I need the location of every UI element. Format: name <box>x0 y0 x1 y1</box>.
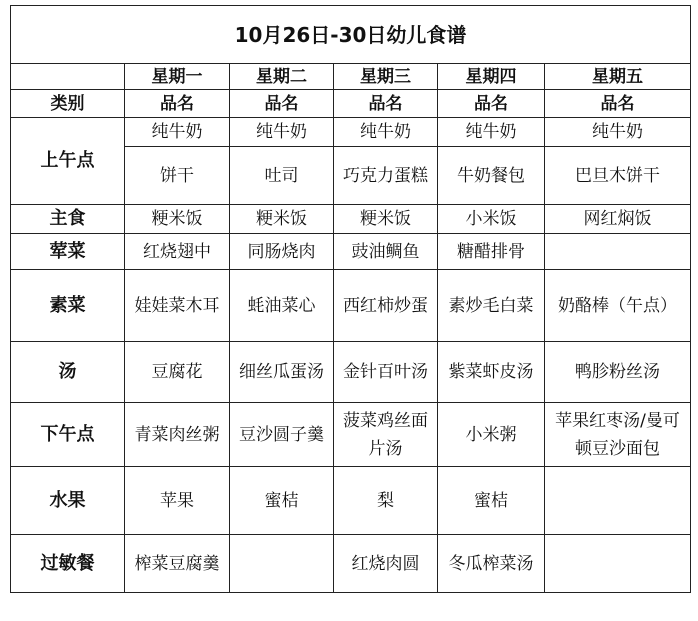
afternoon-snack-monday: 青菜肉丝粥 <box>125 403 230 467</box>
day-wednesday: 星期三 <box>334 64 438 90</box>
item-label-friday: 品名 <box>545 90 691 118</box>
morning-snack-friday: 巴旦木饼干 <box>545 147 691 205</box>
vegetable-dish-wednesday: 西红柿炒蛋 <box>334 270 438 342</box>
blank-header-cell <box>11 64 125 90</box>
afternoon-snack-tuesday: 豆沙圆子羹 <box>230 403 334 467</box>
vegetable-dish-monday: 娃娃菜木耳 <box>125 270 230 342</box>
afternoon-snack-thursday: 小米粥 <box>438 403 545 467</box>
fruit-tuesday: 蜜桔 <box>230 467 334 535</box>
soup-friday: 鸭胗粉丝汤 <box>545 342 691 403</box>
meat-dish-thursday: 糖醋排骨 <box>438 234 545 270</box>
allergy-meal-row <box>11 535 691 593</box>
allergy-meal-category: 过敏餐 <box>11 535 125 593</box>
morning-snack-wednesday: 巧克力蛋糕 <box>334 147 438 205</box>
staple-friday: 网红焖饭 <box>545 205 691 234</box>
afternoon-snack-category: 下午点 <box>11 403 125 467</box>
allergy-meal-monday: 榨菜豆腐羹 <box>125 535 230 593</box>
item-label-wednesday: 品名 <box>334 90 438 118</box>
meat-dish-friday <box>545 234 691 270</box>
soup-tuesday: 细丝瓜蛋汤 <box>230 342 334 403</box>
morning-snack-thursday: 牛奶餐包 <box>438 147 545 205</box>
morning-snack-tuesday: 吐司 <box>230 147 334 205</box>
allergy-meal-thursday: 冬瓜榨菜汤 <box>438 535 545 593</box>
afternoon-snack-friday: 苹果红枣汤/曼可顿豆沙面包 <box>545 403 691 467</box>
category-label: 类别 <box>11 90 125 118</box>
staple-row <box>11 205 691 234</box>
allergy-meal-wednesday: 红烧肉圆 <box>334 535 438 593</box>
meat-dish-monday: 红烧翅中 <box>125 234 230 270</box>
item-label-tuesday: 品名 <box>230 90 334 118</box>
staple-monday: 粳米饭 <box>125 205 230 234</box>
menu-table <box>10 5 691 593</box>
fruit-monday: 苹果 <box>125 467 230 535</box>
vegetable-dish-row <box>11 270 691 342</box>
morning-drink-wednesday: 纯牛奶 <box>334 118 438 147</box>
day-friday: 星期五 <box>545 64 691 90</box>
item-label-thursday: 品名 <box>438 90 545 118</box>
day-tuesday: 星期二 <box>230 64 334 90</box>
fruit-friday <box>545 467 691 535</box>
soup-monday: 豆腐花 <box>125 342 230 403</box>
fruit-wednesday: 梨 <box>334 467 438 535</box>
allergy-meal-tuesday <box>230 535 334 593</box>
day-thursday: 星期四 <box>438 64 545 90</box>
soup-thursday: 紫菜虾皮汤 <box>438 342 545 403</box>
morning-drink-monday: 纯牛奶 <box>125 118 230 147</box>
soup-category: 汤 <box>11 342 125 403</box>
allergy-meal-friday <box>545 535 691 593</box>
meat-dish-tuesday: 同肠烧肉 <box>230 234 334 270</box>
staple-tuesday: 粳米饭 <box>230 205 334 234</box>
fruit-category: 水果 <box>11 467 125 535</box>
vegetable-dish-category: 素菜 <box>11 270 125 342</box>
menu-title: 10月26日-30日幼儿食谱 <box>11 6 691 64</box>
staple-category: 主食 <box>11 205 125 234</box>
day-monday: 星期一 <box>125 64 230 90</box>
fruit-row <box>11 467 691 535</box>
meat-dish-wednesday: 豉油鲷鱼 <box>334 234 438 270</box>
item-label-monday: 品名 <box>125 90 230 118</box>
day-header-row <box>11 64 691 90</box>
subheader-row <box>11 90 691 118</box>
morning-drink-friday: 纯牛奶 <box>545 118 691 147</box>
vegetable-dish-tuesday: 蚝油菜心 <box>230 270 334 342</box>
staple-wednesday: 粳米饭 <box>334 205 438 234</box>
morning-drink-tuesday: 纯牛奶 <box>230 118 334 147</box>
afternoon-snack-wednesday: 菠菜鸡丝面片汤 <box>334 403 438 467</box>
morning-snack-row <box>11 118 691 147</box>
soup-row <box>11 342 691 403</box>
vegetable-dish-thursday: 素炒毛白菜 <box>438 270 545 342</box>
vegetable-dish-friday: 奶酪棒（午点） <box>545 270 691 342</box>
afternoon-snack-row <box>11 403 691 467</box>
staple-thursday: 小米饭 <box>438 205 545 234</box>
morning-drink-thursday: 纯牛奶 <box>438 118 545 147</box>
morning-snack-monday: 饼干 <box>125 147 230 205</box>
morning-snack-category: 上午点 <box>11 118 125 205</box>
meat-dish-category: 荤菜 <box>11 234 125 270</box>
meat-dish-row <box>11 234 691 270</box>
soup-wednesday: 金针百叶汤 <box>334 342 438 403</box>
fruit-thursday: 蜜桔 <box>438 467 545 535</box>
